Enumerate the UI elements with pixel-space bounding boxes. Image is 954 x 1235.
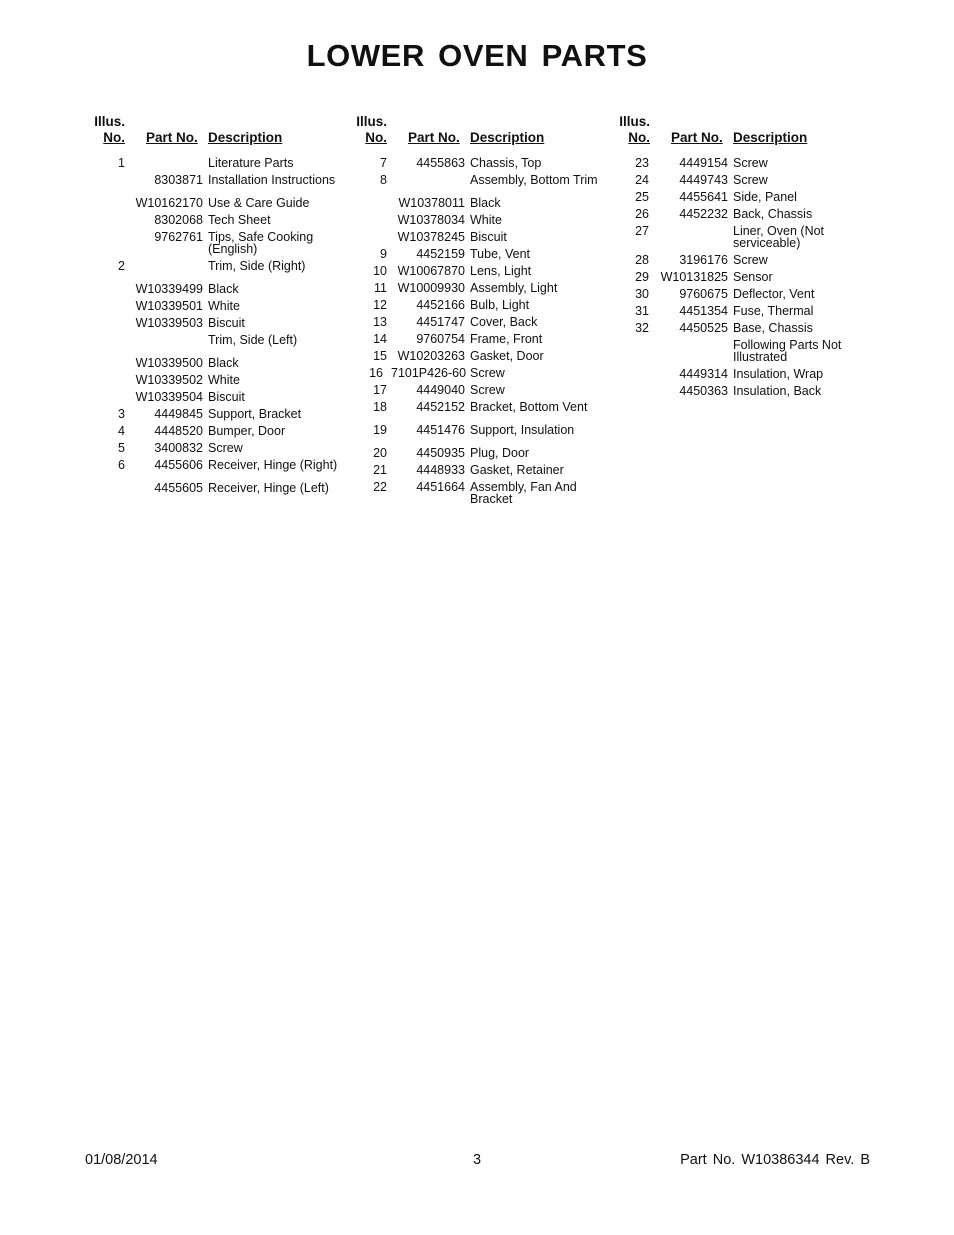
parts-row <box>88 459 350 482</box>
part-number: 4451476 <box>416 423 465 437</box>
parts-row <box>350 401 612 424</box>
illus-no-header <box>613 114 650 146</box>
part-description: Screw <box>733 173 768 187</box>
parts-rows <box>88 157 350 499</box>
part-description: Sensor <box>733 270 773 284</box>
part-description: Gasket, Door <box>470 349 544 363</box>
part-description: Frame, Front <box>470 332 543 346</box>
page-title: LOWER OVEN PARTS <box>306 38 648 73</box>
part-number: 4450363 <box>679 384 728 398</box>
part-description: Base, Chassis <box>733 321 813 335</box>
part-description: Installation Instructions <box>208 173 336 187</box>
parts-row <box>613 191 875 208</box>
parts-rows <box>613 157 875 402</box>
part-description: Cover, Back <box>470 315 538 329</box>
parts-row <box>350 282 612 299</box>
part-description: Tube, Vent <box>470 247 530 261</box>
part-number: W10378011 <box>398 196 465 210</box>
parts-row <box>350 231 612 248</box>
part-number: 4451354 <box>679 304 728 318</box>
part-description: Literature Parts <box>208 156 294 170</box>
part-description: Fuse, Thermal <box>733 304 814 318</box>
part-description: Back, Chassis <box>733 207 813 221</box>
part-description: Insulation, Wrap <box>733 367 824 381</box>
part-number: 8302068 <box>154 213 203 227</box>
description-header: Description <box>733 130 808 145</box>
part-number: 4449040 <box>416 383 465 397</box>
part-number: W10131825 <box>660 270 728 284</box>
part-number: W10339504 <box>135 390 203 404</box>
parts-row <box>88 482 350 499</box>
illus-no-header <box>350 114 387 146</box>
illus-number: 25 <box>635 190 649 204</box>
part-number: 4448933 <box>416 463 465 477</box>
parts-row <box>88 425 350 442</box>
part-number: W10339502 <box>135 373 203 387</box>
part-description: White <box>208 373 240 387</box>
parts-row <box>350 157 612 174</box>
part-number: W10339503 <box>135 316 203 330</box>
illus-number: 7 <box>380 156 387 170</box>
part-no-header: Part No. <box>671 130 723 145</box>
footer-part-number: Part No. W10386344 Rev. B <box>680 1152 870 1168</box>
illus-number: 5 <box>118 441 125 455</box>
part-number: 4450525 <box>679 321 728 335</box>
part-description: Black <box>208 356 239 370</box>
part-description: Biscuit <box>208 316 245 330</box>
part-number: 4455605 <box>154 481 203 495</box>
description-header: Description <box>208 130 283 145</box>
parts-row <box>350 265 612 282</box>
illus-number: 30 <box>635 287 649 301</box>
part-number: 4449845 <box>154 407 203 421</box>
description-header: Description <box>470 130 545 145</box>
part-description: Trim, Side (Right) <box>208 259 306 273</box>
part-number: 4450935 <box>416 446 465 460</box>
part-description: Following Parts Not Illustrated <box>733 338 842 364</box>
part-description: Tech Sheet <box>208 213 271 227</box>
parts-row <box>350 299 612 316</box>
parts-row <box>350 350 612 367</box>
column-header <box>613 114 875 146</box>
illus-header-line2: No. <box>365 130 387 145</box>
parts-row <box>88 174 350 197</box>
part-number: 4452152 <box>416 400 465 414</box>
parts-row <box>350 367 612 384</box>
part-no-header: Part No. <box>408 130 460 145</box>
parts-row <box>613 254 875 271</box>
part-description: Support, Bracket <box>208 407 302 421</box>
part-number: W10378034 <box>397 213 465 227</box>
parts-row <box>613 208 875 225</box>
part-number: W10339500 <box>135 356 203 370</box>
illus-number: 6 <box>118 458 125 472</box>
parts-row <box>88 357 350 374</box>
illus-number: 14 <box>373 332 387 346</box>
part-description: Screw <box>208 441 243 455</box>
part-description: White <box>470 213 502 227</box>
parts-row <box>350 447 612 464</box>
part-number: 9760675 <box>679 287 728 301</box>
parts-row <box>350 248 612 265</box>
illus-header-line2: No. <box>628 130 650 145</box>
part-number: 4455863 <box>416 156 465 170</box>
part-description: Biscuit <box>208 390 245 404</box>
part-number: W10203263 <box>397 349 465 363</box>
illus-number: 3 <box>118 407 125 421</box>
illus-number: 28 <box>635 253 649 267</box>
illus-no-header <box>88 114 125 146</box>
parts-row <box>613 288 875 305</box>
part-description: Receiver, Hinge (Left) <box>208 481 329 495</box>
parts-row <box>88 157 350 174</box>
illus-number: 22 <box>373 480 387 494</box>
part-description: Screw <box>733 253 768 267</box>
illus-number: 29 <box>635 270 649 284</box>
part-number: W10067870 <box>397 264 465 278</box>
illus-header-line1: Illus. <box>94 114 125 129</box>
column-header <box>350 114 612 146</box>
illus-header-line1: Illus. <box>356 114 387 129</box>
illus-number: 26 <box>635 207 649 221</box>
parts-row <box>88 283 350 300</box>
part-number: W10378245 <box>397 230 465 244</box>
parts-row <box>350 481 612 510</box>
parts-row <box>88 300 350 317</box>
parts-row <box>88 408 350 425</box>
part-description: Screw <box>470 383 505 397</box>
part-description: Bulb, Light <box>470 298 530 312</box>
part-number: 9762761 <box>154 230 203 244</box>
parts-row <box>350 197 612 214</box>
parts-row <box>88 317 350 334</box>
parts-row <box>350 424 612 447</box>
footer-page-number: 3 <box>472 1152 482 1168</box>
part-description: Assembly, Fan And Bracket <box>470 480 577 506</box>
part-number: W10162170 <box>135 196 203 210</box>
illus-number: 8 <box>380 173 387 187</box>
part-number: 4455641 <box>679 190 728 204</box>
part-no-header: Part No. <box>146 130 198 145</box>
part-number: W10339499 <box>135 282 203 296</box>
part-description: Bumper, Door <box>208 424 286 438</box>
parts-row <box>613 174 875 191</box>
parts-row <box>350 174 612 197</box>
parts-row <box>613 385 875 402</box>
part-number: 4448520 <box>154 424 203 438</box>
part-description: Assembly, Light <box>470 281 558 295</box>
part-description: Receiver, Hinge (Right) <box>208 458 338 472</box>
part-description: Use & Care Guide <box>208 196 310 210</box>
parts-row <box>613 271 875 288</box>
part-number: W10339501 <box>135 299 203 313</box>
illus-number: 9 <box>380 247 387 261</box>
part-number: 4449743 <box>679 173 728 187</box>
illus-number: 4 <box>118 424 125 438</box>
illus-number: 27 <box>635 224 649 238</box>
illus-number: 16 <box>369 366 383 380</box>
part-description: Plug, Door <box>470 446 530 460</box>
parts-row <box>350 333 612 350</box>
illus-number: 32 <box>635 321 649 335</box>
part-description: White <box>208 299 240 313</box>
parts-row <box>613 368 875 385</box>
part-description: Screw <box>470 366 505 380</box>
illus-number: 18 <box>373 400 387 414</box>
illus-number: 21 <box>373 463 387 477</box>
part-number: 7101P426-60 <box>391 366 467 380</box>
illus-number: 12 <box>373 298 387 312</box>
illus-number: 23 <box>635 156 649 170</box>
part-number: 8303871 <box>154 173 203 187</box>
part-description: Biscuit <box>470 230 507 244</box>
parts-row <box>350 464 612 481</box>
part-description: Support, Insulation <box>470 423 575 437</box>
parts-row <box>350 384 612 401</box>
part-number: 4451747 <box>416 315 465 329</box>
parts-row <box>88 197 350 214</box>
illus-number: 1 <box>118 156 125 170</box>
parts-row <box>613 322 875 339</box>
part-number: W10009930 <box>397 281 465 295</box>
part-description: Tips, Safe Cooking (English) <box>208 230 314 256</box>
part-description: Side, Panel <box>733 190 797 204</box>
part-number: 4449314 <box>679 367 728 381</box>
illus-number: 17 <box>373 383 387 397</box>
part-number: 4452159 <box>416 247 465 261</box>
illus-number: 19 <box>373 423 387 437</box>
parts-row <box>613 157 875 174</box>
part-number: 3196176 <box>679 253 728 267</box>
illus-number: 24 <box>635 173 649 187</box>
parts-column-1 <box>88 114 350 499</box>
parts-row <box>88 214 350 231</box>
part-description: Bracket, Bottom Vent <box>470 400 588 414</box>
illus-number: 20 <box>373 446 387 460</box>
part-number: 4451664 <box>416 480 465 494</box>
part-description: Chassis, Top <box>470 156 542 170</box>
parts-column-2 <box>350 114 612 510</box>
part-description: Deflector, Vent <box>733 287 815 301</box>
part-number: 4452166 <box>416 298 465 312</box>
parts-row <box>88 260 350 283</box>
part-number: 4455606 <box>154 458 203 472</box>
part-description: Assembly, Bottom Trim <box>470 173 598 187</box>
parts-row <box>350 214 612 231</box>
illus-number: 10 <box>373 264 387 278</box>
illus-number: 11 <box>374 281 387 295</box>
part-description: Black <box>208 282 239 296</box>
part-number: 4449154 <box>679 156 728 170</box>
part-description: Insulation, Back <box>733 384 822 398</box>
parts-row <box>350 316 612 333</box>
part-description: Trim, Side (Left) <box>208 333 298 347</box>
parts-row <box>613 225 875 254</box>
part-description: Screw <box>733 156 768 170</box>
illus-header-line1: Illus. <box>619 114 650 129</box>
illus-number: 31 <box>635 304 649 318</box>
parts-row <box>613 305 875 322</box>
footer-date: 01/08/2014 <box>85 1152 158 1168</box>
part-description: Lens, Light <box>470 264 532 278</box>
part-description: Black <box>470 196 501 210</box>
part-description: Liner, Oven (Not serviceable) <box>733 224 825 250</box>
parts-row <box>88 231 350 260</box>
parts-rows <box>350 157 612 510</box>
part-number: 9760754 <box>416 332 465 346</box>
part-number: 4452232 <box>679 207 728 221</box>
part-description: Gasket, Retainer <box>470 463 564 477</box>
parts-row <box>88 334 350 357</box>
part-number: 3400832 <box>154 441 203 455</box>
illus-number: 13 <box>373 315 387 329</box>
illus-header-line2: No. <box>103 130 125 145</box>
parts-row <box>613 339 875 368</box>
parts-column-3 <box>613 114 875 402</box>
parts-row <box>88 391 350 408</box>
parts-row <box>88 374 350 391</box>
column-header <box>88 114 350 146</box>
parts-row <box>88 442 350 459</box>
illus-number: 15 <box>373 349 387 363</box>
illus-number: 2 <box>118 259 125 273</box>
